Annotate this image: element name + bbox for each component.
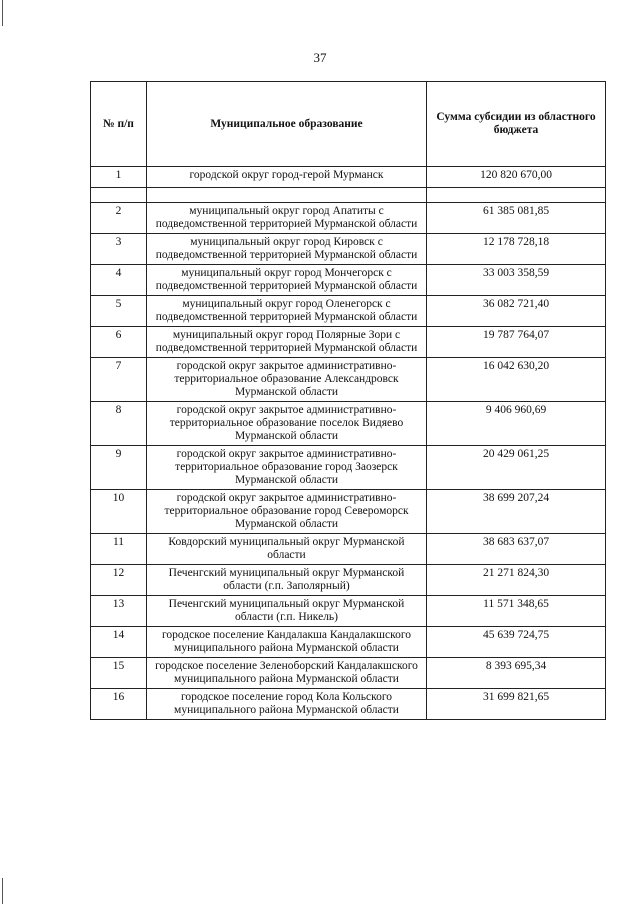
subsidy-amount: 36 082 721,40 [427, 296, 606, 327]
subsidy-amount: 21 271 824,30 [427, 565, 606, 596]
row-number: 2 [91, 203, 147, 234]
header-amount: Сумма субсидии из областного бюджета [427, 82, 606, 167]
municipality-name: муниципальный округ город Апатиты с подведомственной территорией Мурманской области [147, 203, 427, 234]
table-row [91, 658, 606, 689]
scan-mark-top [2, 0, 3, 26]
table-row [91, 203, 606, 234]
subsidy-table [90, 81, 606, 720]
spacer-cell [427, 188, 606, 203]
table-row [91, 490, 606, 534]
header-num: № п/п [91, 82, 147, 167]
table-row [91, 689, 606, 720]
municipality-name: муниципальный округ город Полярные Зори с подведомственной территорией Мурманской области [147, 327, 427, 358]
row-number: 15 [91, 658, 147, 689]
spacer-cell [91, 188, 147, 203]
table-row [91, 627, 606, 658]
row-number: 4 [91, 265, 147, 296]
row-number: 16 [91, 689, 147, 720]
table-header [91, 82, 606, 167]
municipality-name: городское поселение Зеленоборский Кандалакшского муниципального района Мурманской области [147, 658, 427, 689]
row-number: 10 [91, 490, 147, 534]
row-number: 12 [91, 565, 147, 596]
municipality-name: Ковдорский муниципальный округ Мурманской области [147, 534, 427, 565]
row-number: 6 [91, 327, 147, 358]
municipality-name: городской округ закрытое административно-территориальное образование город Заозерск Мурманской области [147, 446, 427, 490]
subsidy-amount: 20 429 061,25 [427, 446, 606, 490]
subsidy-amount: 120 820 670,00 [427, 167, 606, 188]
subsidy-amount: 19 787 764,07 [427, 327, 606, 358]
subsidy-amount: 61 385 081,85 [427, 203, 606, 234]
municipality-name: городской округ город-герой Мурманск [147, 167, 427, 188]
subsidy-amount: 33 003 358,59 [427, 265, 606, 296]
table-row [91, 446, 606, 490]
row-number: 14 [91, 627, 147, 658]
municipality-name: муниципальный округ город Оленегорск с подведомственной территорией Мурманской области [147, 296, 427, 327]
subsidy-amount: 31 699 821,65 [427, 689, 606, 720]
row-number: 7 [91, 358, 147, 402]
table-row [91, 534, 606, 565]
row-number: 8 [91, 402, 147, 446]
header-name: Муниципальное образование [147, 82, 427, 167]
subsidy-amount: 9 406 960,69 [427, 402, 606, 446]
row-number: 1 [91, 167, 147, 188]
table-body [91, 167, 606, 720]
municipality-name: муниципальный округ город Кировск с подведомственной территорией Мурманской области [147, 234, 427, 265]
table-row [91, 296, 606, 327]
municipality-name: городской округ закрытое административно-территориальное образование город Североморск Мурманской области [147, 490, 427, 534]
subsidy-amount: 45 639 724,75 [427, 627, 606, 658]
subsidy-amount: 38 699 207,24 [427, 490, 606, 534]
row-number: 5 [91, 296, 147, 327]
municipality-name: городской округ закрытое административно-территориальное образование Александровск Мурманской области [147, 358, 427, 402]
row-number: 13 [91, 596, 147, 627]
municipality-name: муниципальный округ город Мончегорск с подведомственной территорией Мурманской области [147, 265, 427, 296]
scan-mark-bottom [2, 878, 3, 904]
subsidy-amount: 11 571 348,65 [427, 596, 606, 627]
table-row [91, 358, 606, 402]
row-number: 9 [91, 446, 147, 490]
table-row [91, 402, 606, 446]
municipality-name: Печенгский муниципальный округ Мурманской области (г.п. Никель) [147, 596, 427, 627]
subsidy-amount: 38 683 637,07 [427, 534, 606, 565]
row-number: 11 [91, 534, 147, 565]
municipality-name: Печенгский муниципальный округ Мурманской области (г.п. Заполярный) [147, 565, 427, 596]
page-number: 37 [313, 50, 327, 65]
table-row [91, 596, 606, 627]
subsidy-amount: 16 042 630,20 [427, 358, 606, 402]
table-row [91, 265, 606, 296]
municipality-name: городской округ закрытое административно-территориальное образование поселок Видяево Мурманской области [147, 402, 427, 446]
spacer-row [91, 188, 606, 203]
table-row [91, 234, 606, 265]
spacer-cell [147, 188, 427, 203]
subsidy-amount: 8 393 695,34 [427, 658, 606, 689]
municipality-name: городское поселение город Кола Кольского муниципального района Мурманской области [147, 689, 427, 720]
subsidy-amount: 12 178 728,18 [427, 234, 606, 265]
row-number: 3 [91, 234, 147, 265]
municipality-name: городское поселение Кандалакша Кандалакшского муниципального района Мурманской области [147, 627, 427, 658]
table-row [91, 327, 606, 358]
table-row [91, 565, 606, 596]
table-row [91, 167, 606, 188]
